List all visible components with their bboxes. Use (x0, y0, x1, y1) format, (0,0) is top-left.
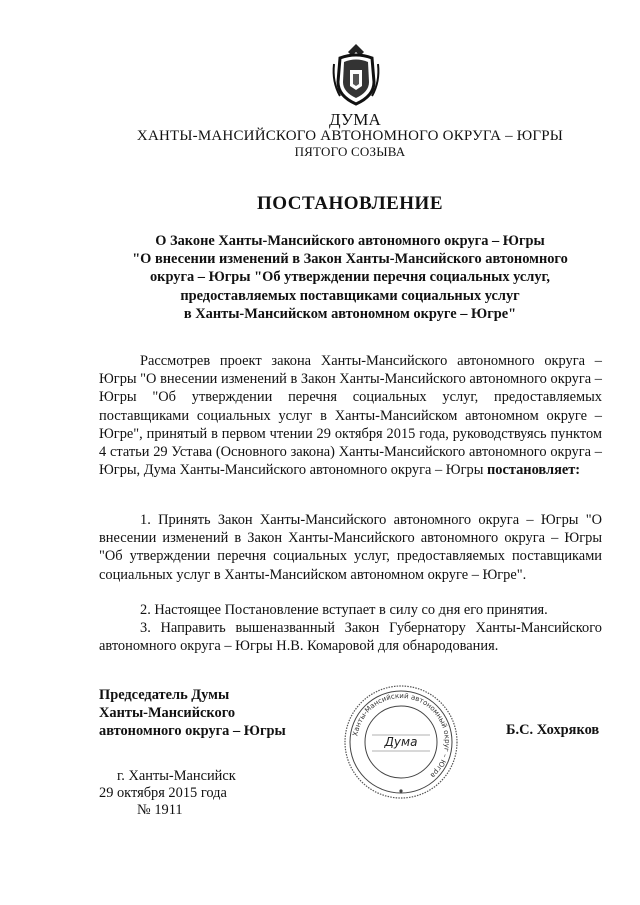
subject-line: О Законе Ханты-Мансийского автономного округа – Югры (155, 233, 545, 249)
position-line: Председатель Думы (99, 687, 230, 703)
preamble-text: Рассмотрев проект закона Ханты-Мансийского автономного округа – Югры "О внесении изменений в Закон Ханты-Мансийского автономного округа – Югры "Об утверждении перечня социальных услуг, предоставляемых поставщиками социальных услуг в Ханты-Мансийском автономном округе – Югре", принятый в первом чтении 29 октября 2015 года, руководствуясь пунктом 4 статьи 29 Устава (Основного закона) Ханты-Мансийского автономного округа – Югры, Дума Ханты-Мансийского автономного округа – Югры (99, 353, 602, 479)
footer-city: г. Ханты-Мансийск (117, 768, 236, 784)
document-footer (99, 768, 236, 819)
position-line: автономного округа – Югры (99, 723, 286, 740)
preamble-paragraph (99, 352, 602, 479)
subject-line: "О внесении изменений в Закон Ханты-Мансийского автономного (132, 251, 568, 268)
signer-name: Б.С. Хохряков (506, 722, 600, 738)
stamp-center-text: Дума (384, 735, 418, 749)
stamp-ring-text: Ханты-Мансийский автономный округ – Югра (351, 691, 452, 780)
coat-of-arms-emblem (330, 42, 382, 108)
subject-line: предоставляемых поставщиками социальных услуг (180, 287, 520, 304)
item-2-paragraph: 2. Настоящее Постановление вступает в силу со дня его принятия. (140, 602, 548, 618)
region-title: ХАНТЫ-МАНСИЙСКОГО АВТОНОМНОГО ОКРУГА – ЮГРЫ (136, 128, 564, 144)
subject-line: в Ханты-Мансийском автономном округе – Югре" (183, 305, 517, 322)
document-title: ПОСТАНОВЛЕНИЕ (256, 193, 444, 214)
convocation-title: ПЯТОГО СОЗЫВА (294, 144, 406, 159)
subject-line: округа – Югры "Об утверждении перечня социальных услуг, (149, 269, 551, 286)
footer-date: 29 октября 2015 года (99, 785, 227, 801)
item-1-paragraph: 1. Принять Закон Ханты-Мансийского автономного округа – Югры "О внесении изменений в Закон Ханты-Мансийского автономного округа – Югры "Об утверждении перечня социальных услуг, предоставляемых поставщиками социальных услуг в Ханты-Мансийском автономном округе – Югре". (99, 512, 602, 583)
official-stamp (342, 683, 460, 801)
duma-title: ДУМА (328, 110, 382, 129)
item-3-paragraph: 3. Направить вышеназванный Закон Губернатору Ханты-Мансийского автономного округа – Югры Н.В. Комаровой для обнародования. (99, 620, 602, 655)
position-line: Ханты-Мансийского (99, 705, 236, 722)
document-subject (110, 232, 590, 323)
chairman-position (99, 686, 286, 741)
footer-number: № 1911 (137, 802, 183, 818)
resolves-word: постановляет: (486, 462, 581, 479)
